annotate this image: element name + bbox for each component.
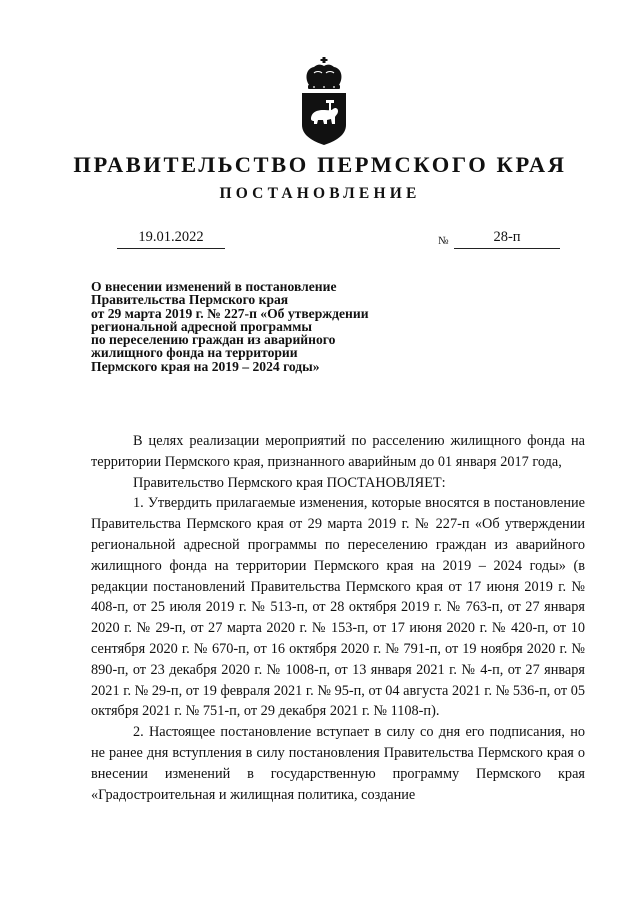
government-title: ПРАВИТЕЛЬСТВО ПЕРМСКОГО КРАЯ [73, 152, 567, 177]
clause-1-paragraph: 1. Утвердить прилагаемые изменения, которые вносятся в постановление Правительства Пермского края от 29 марта 2019 г. № 227-п «Об утверждении региональной адресной программы по переселению граждан из аварийного жилищного фонда на территории Пермского края на 2019 – 2024 годы» (в редакции постановлений Правительства Пермского края от 17 июня 2019 г. № 408-п, от 25 июля 2019 г. № 513-п, от 28 октября 2019 г. № 763-п, от 27 января 2020 г. № 29-п, от 27 марта 2020 г. № 153-п, от 17 июня 2020 г. № 420-п, от 10 сентября 2020 г. № 670-п, от 16 октября 2020 г. № 791-п, от 19 ноября 2020 г. № 890-п, от 23 декабря 2020 г. № 1008-п, от 13 января 2021 г. № 4-п, от 27 января 2021 г. № 29-п, от 19 февраля 2021 г. № 95-п, от 04 августа 2021 г. № 536-п, от 05 октября 2021 г. № 751-п, от 29 декабря 2021 г. № 1108-п). [91, 495, 585, 720]
number-sign: № [438, 235, 449, 247]
document-subject [91, 280, 421, 373]
subject-line: от 29 марта 2019 г. № 227-п «Об утверждении [91, 305, 369, 321]
document-date: 19.01.2022 [138, 229, 204, 245]
shield-icon [302, 93, 346, 145]
date-underline [117, 248, 225, 249]
subject-line: жилищного фонда на территории [91, 345, 298, 361]
clause-2-paragraph: 2. Настоящее постановление вступает в силу со дня его подписания, но не ранее дня вступления в силу постановления Правительства Пермского края о внесении изменений в государственную программу Пермского края «Градостроительная и жилищная политика, создание [91, 724, 585, 803]
number-underline [454, 248, 560, 249]
number-field [438, 228, 560, 250]
subject-line: по переселению граждан из аварийного [91, 332, 336, 348]
preamble-paragraph: В целях реализации мероприятий по расселению жилищного фонда на территории Пермского края, признанного аварийным до 01 января 2017 года, [91, 433, 585, 470]
crown-icon [307, 57, 342, 89]
document-number: 28-п [493, 229, 521, 245]
document-type: ПОСТАНОВЛЕНИЕ [219, 185, 421, 202]
subject-line: Пермского края на 2019 – 2024 годы» [91, 358, 320, 374]
subject-line: региональной адресной программы [91, 318, 312, 334]
perm-krai-coat-of-arms-icon [300, 55, 348, 147]
subject-line: Правительства Пермского края [91, 292, 289, 308]
date-field [117, 228, 225, 250]
document-body [91, 431, 585, 805]
subject-line: О внесении изменений в постановление [91, 279, 337, 294]
resolution-paragraph: Правительство Пермского края ПОСТАНОВЛЯЕТ: [133, 474, 446, 491]
